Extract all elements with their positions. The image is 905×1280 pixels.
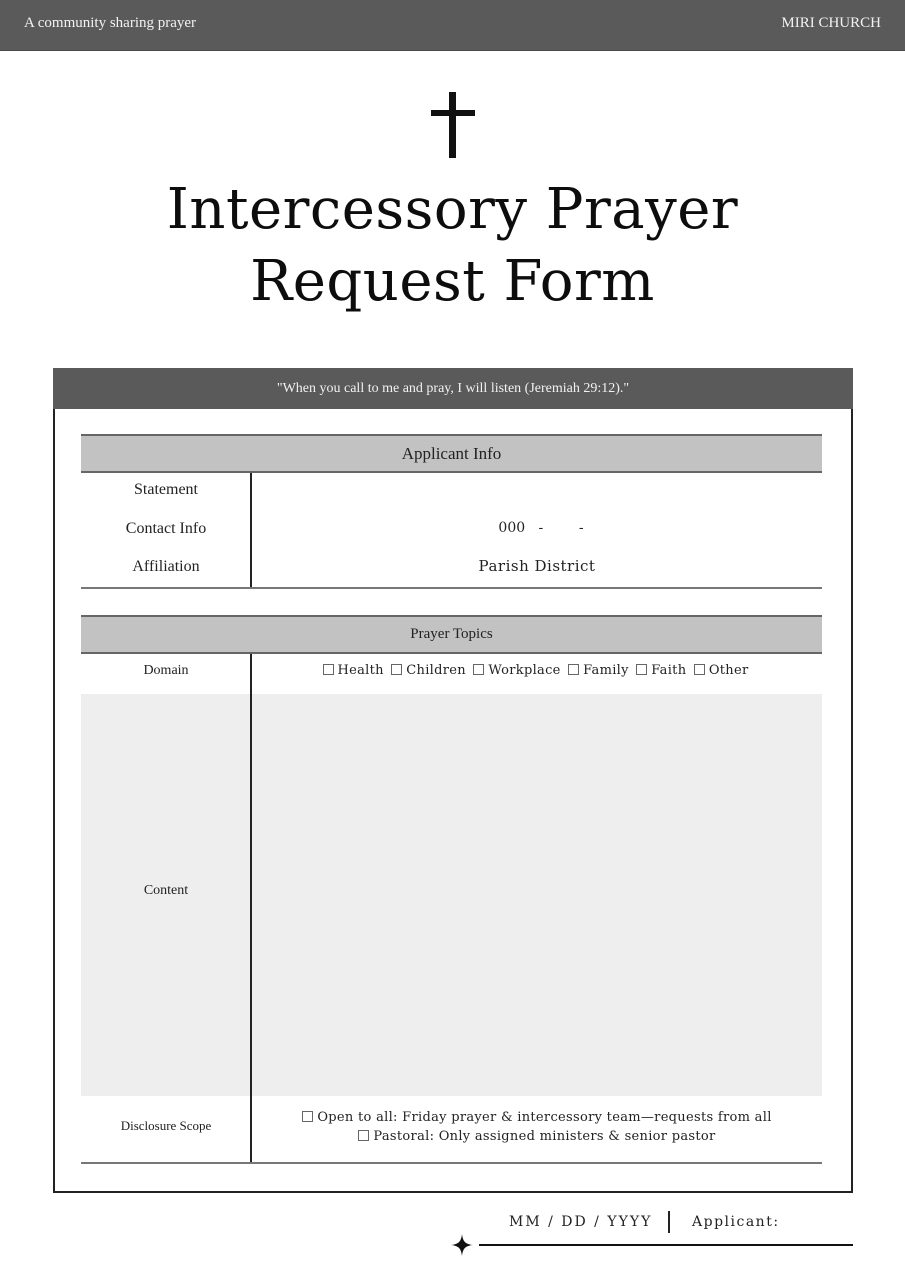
title-line-2: Request Form (250, 249, 655, 314)
statement-label: Statement (134, 481, 198, 498)
checkbox[interactable] (694, 664, 705, 675)
signature-line (479, 1244, 853, 1246)
cross-icon (0, 92, 905, 170)
page-title (0, 174, 905, 318)
content-label: Content (143, 883, 189, 898)
domain-option-faith[interactable]: Faith (636, 663, 686, 678)
domain-label: Domain (143, 663, 189, 678)
contact-info-field[interactable]: 000 - - (498, 520, 584, 536)
disclosure-scope-label: Disclosure Scope (120, 1118, 212, 1133)
domain-option-workplace[interactable]: Workplace (473, 663, 560, 678)
disclosure-option-open[interactable]: Open to all: Friday prayer & intercessory team—requests from all (252, 1108, 822, 1127)
checkbox[interactable] (636, 664, 647, 675)
signature-area (0, 1210, 905, 1270)
signature-divider (668, 1211, 670, 1233)
domain-option-family[interactable]: Family (568, 663, 629, 678)
statement-field[interactable] (252, 477, 822, 507)
title-line-1: Intercessory Prayer (166, 177, 739, 242)
domain-option-children[interactable]: Children (391, 663, 466, 678)
tagline: A community sharing prayer (24, 15, 197, 31)
checkbox[interactable] (391, 664, 402, 675)
checkbox[interactable] (302, 1111, 313, 1122)
domain-option-health[interactable]: Health (323, 663, 384, 678)
applicant-bottom-rule (81, 587, 822, 589)
sparkle-icon (451, 1234, 473, 1256)
date-field[interactable]: MM / DD / YYYY (509, 1214, 653, 1230)
affiliation-label: Affiliation (132, 558, 200, 575)
contact-info-label: Contact Info (125, 520, 207, 537)
checkbox[interactable] (358, 1130, 369, 1141)
checkbox[interactable] (568, 664, 579, 675)
applicant-signature-label[interactable]: Applicant: (692, 1214, 780, 1230)
applicant-info-heading: Applicant Info (81, 434, 822, 473)
affiliation-field[interactable]: Parish District (478, 557, 596, 575)
checkbox[interactable] (473, 664, 484, 675)
disclosure-option-pastoral[interactable]: Pastoral: Only assigned ministers & senior pastor (252, 1127, 822, 1146)
disclosure-options (252, 1108, 822, 1146)
content-field[interactable] (252, 694, 822, 1096)
topics-bottom-rule (81, 1162, 822, 1164)
domain-options (252, 663, 822, 678)
checkbox[interactable] (323, 664, 334, 675)
domain-option-other[interactable]: Other (694, 663, 749, 678)
prayer-topics-heading: Prayer Topics (81, 615, 822, 654)
verse-banner: "When you call to me and pray, I will listen (Jeremiah 29:12)." (53, 368, 853, 409)
church-name: MIRI CHURCH (781, 15, 881, 31)
top-bar (0, 0, 905, 51)
